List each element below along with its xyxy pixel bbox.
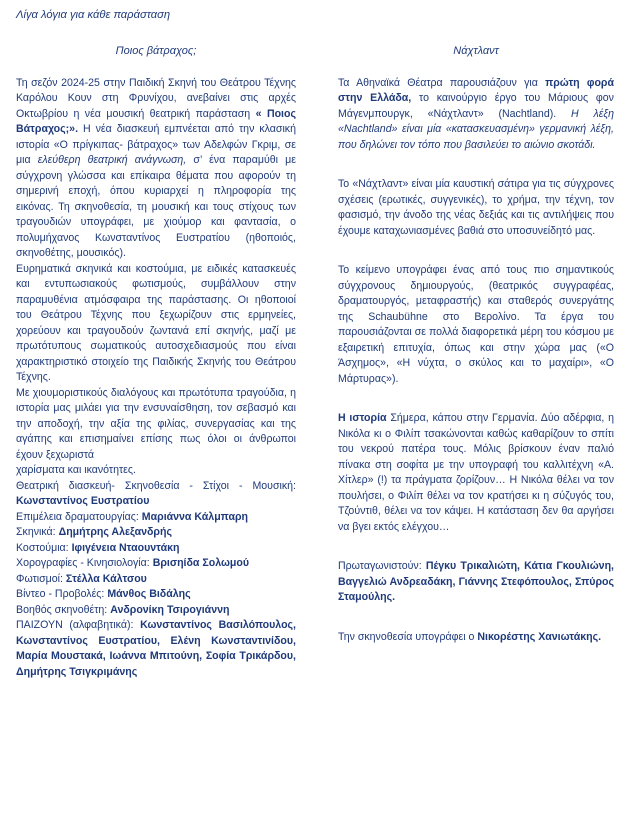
left-paragraph-2: Ευρηματικά σκηνικά και κοστούμια, με ειδικές κατασκευές και εντυπωσιακούς φωτισμούς, συμβάλλουν στην παραμυθένια ατμόσφαιρα της παράστασης. Οι ηθοποιοί του Θεάτρου Τέχνης που ξεχωρίζουν στις ερμηνείες, χορεύουν και τραγουδούν ζωντανά επί σκηνής, μαζί με πρωτότυπους σωματικούς αυτοσχεδιασμούς που είναι χαρακτηριστικό στοιχείο της Παιδικής Σκηνής του Θεάτρου Τέχνης.	[16, 262, 296, 383]
right-paragraph-4	[338, 411, 614, 535]
credit-name: Στέλλα Κάλτσου	[65, 572, 147, 585]
credit-label: ΠΑΙΖΟΥΝ (αλφαβητικά):	[16, 619, 134, 631]
credit-line	[16, 525, 296, 541]
credit-label: Βίντεο - Προβολές:	[16, 588, 105, 600]
credit-label: Επιμέλεια δραματουργίας:	[16, 510, 139, 523]
text-span: το καινούργιο έργο του Μάριους φον Μάγενμπουργκ, «Νάχτλαντ» (Nachtland).	[338, 92, 614, 120]
credit-label: Θεατρική διασκευή- Σκηνοθεσία - Στίχοι - Μουσική:	[16, 479, 296, 492]
story-heading: Η ιστορία	[338, 412, 387, 424]
director-name: Νικορέστης Χανιωτάκης.	[477, 630, 602, 643]
credit-name: Ανδρονίκη Τσιρογιάννη	[110, 603, 230, 616]
bold-phrase: πρώτη φορά στην Ελλάδα,	[338, 76, 614, 104]
text-span: Τη σεζόν 2024-25 στην Παιδική Σκηνή του Θεάτρου Τέχνης Καρόλου Κουν στη Φρυνίχου, ανεβαίνει στις αρχές Οκτωβρίου η νέα μουσική θεατρική παράσταση	[16, 76, 296, 120]
text-span: Σήμερα, κάπου στην Γερμανία. Δύο αδέρφια, η Νικόλα κι ο Φιλίπ τσακώνονται καθώς καθαρίζουν το σπίτι του νεκρού πατέρα τους. Μόλις βρίσκουν έναν παλιό πίνακα στη σοφίτα με την υπογραφή του καλλιτέχνη «Α. Χίτλερ» (!) τα πράγματα ζορίζουν… Η Νικόλα θέλει να τον πουλήσει, ο Φιλίπ θέλει να τον κρατήσει κι η σύζυγός του, Τζούντιθ, θέλει να τον κάψει. Η κατάσταση δεν θα αργήσει να βγει εκτός ελέγχου…	[338, 412, 614, 533]
text-span: σ’ ένα παραμύθι με σύγχρονη γλώσσα και επίκαιρα θέματα που αφορούν τη σημερινή εποχή, όπου κυριαρχεί η πληροφορία της εικόνας. Τη σκηνοθεσία, τη μουσική και τους στίχους των τραγουδιών υπογράφει, με χιούμορ και φαντασία, ο πολυμήχανος Κωνσταντίνος Ευστρατίου (ηθοποιός, σκηνοθέτης, μουσικός).	[16, 154, 296, 259]
credit-name: Βρισηίδα Σολωμού	[152, 557, 250, 569]
credit-name: Κωνσταντίνος Ευστρατίου	[16, 495, 150, 507]
page-heading: Λίγα λόγια για κάθε παράσταση	[16, 9, 171, 21]
text-span: Την σκηνοθεσία υπογράφει ο	[338, 630, 475, 643]
left-paragraph-1	[16, 76, 296, 262]
credit-line	[16, 479, 296, 510]
right-column-title: Νάχτλαντ	[453, 45, 499, 57]
credit-name: Δημήτρης Αλεξανδρής	[58, 526, 172, 538]
credit-name: Κωνσταντίνος Βασιλόπουλος, Κωνσταντίνος Ευστρατίου, Ελένη Κωνσταντινίδου, Μαρία Μουστακά, Ιωάννα Μπιτούνη, Σοφία Τρικάρδου, Δημήτρης Τσιγκριμάνης	[16, 619, 296, 678]
credit-line	[16, 618, 296, 680]
cast-names: Πέγκυ Τρικαλιώτη, Κάτια Γκουλιώνη, Βαγγελιώ Ανδρεαδάκη, Γιάννης Στεφόπουλος, Σπύρος Σταμούλης.	[338, 560, 614, 603]
credit-line	[16, 541, 296, 557]
credit-name: Ιφιγένεια Νταουντάκη	[71, 541, 180, 554]
credit-line	[16, 603, 296, 619]
right-paragraph-3: Το κείμενο υπογράφει ένας από τους πιο σημαντικούς σύγχρονους δημιουργούς, (θεατρικός συγγραφέας, δραματουργός, μεταφραστής) και σταθερός συνεργάτης της Schaubühne στο Βερολίνο. Τα έργα του παρουσιάζονται σε πολλά διαφορετικά μέρη του κόσμου με εξαιρετική επιτυχία, όπως και στην χώρα μας («Ο Άσχημος», «Η νύχτα, ο σκύλος και το μαχαίρι», «Ο Μάρτυρας»).	[338, 264, 614, 385]
text-span: Τα Αθηναϊκά Θέατρα παρουσιάζουν για	[338, 76, 538, 89]
credit-label: Βοηθός σκηνοθέτη:	[16, 603, 108, 616]
italic-phrase: Η λέξη «Nachtland» είναι μία «κατασκευασμένη» γερμανική λέξη, που δηλώνει τον τόπο που βασιλεύει το αιώνιο σκοτάδι.	[338, 107, 614, 151]
italic-phrase: ελεύθερη θεατρική ανάγνωση,	[37, 154, 187, 166]
left-column	[16, 44, 296, 680]
left-paragraph-3: Με χιουμοριστικούς διαλόγους και πρωτότυπα τραγούδια, η ιστορία μας μιλάει για την ενσυναίσθηση, τον σεβασμό και την αποδοχή, την αξία της φιλίας, συνεργασίας και της αγάπης και επισημαίνει επίσης πως όλοι οι άνθρωποι έχουν ξεχωριστά	[16, 386, 296, 461]
text-span: Πρωταγωνιστούν:	[338, 560, 422, 572]
right-paragraph-2: Το «Νάχτλαντ» είναι μία καυστική σάτιρα για τις σύγχρονες σχέσεις (ερωτικές, συγγενικές), το χρήμα, την τέχνη, τον φασισμό, την άνοδο της νέας δεξιάς και τις αντιλήψεις που έχουμε καταχωνιασμένες βαθιά στο υποσυνείδητό μας.	[338, 178, 614, 237]
credit-line	[16, 587, 296, 603]
text-span: Η νέα διασκευή εμπνέεται από την κλασική ιστορία «Ο πρίγκιπας- βάτραχος» των Αδελφών Γκριμ, σε μια	[16, 123, 296, 166]
credit-label: Χορογραφίες - Κινησιολογία:	[16, 557, 150, 569]
right-paragraph-1	[338, 76, 614, 154]
credit-name: Μάνθος Βιδάλης	[107, 588, 191, 600]
left-column-title: Ποιος βάτραχος;	[115, 45, 197, 57]
right-paragraph-5	[338, 559, 614, 606]
credit-line	[16, 556, 296, 572]
credit-line	[16, 510, 296, 526]
credit-name: Μαριάννα Κάλμπαρη	[141, 510, 249, 523]
credit-label: Κοστούμια:	[16, 541, 69, 554]
credits-list	[16, 479, 296, 681]
credit-line	[16, 572, 296, 588]
right-column	[338, 44, 614, 645]
right-paragraph-6	[338, 630, 614, 646]
credit-label: Σκηνικά:	[16, 526, 56, 538]
play-title-bold: « Ποιος Βάτραχος;».	[16, 107, 296, 135]
left-paragraph-4: χαρίσματα και ικανότητες.	[16, 464, 136, 476]
credit-label: Φωτισμοί:	[16, 572, 63, 585]
